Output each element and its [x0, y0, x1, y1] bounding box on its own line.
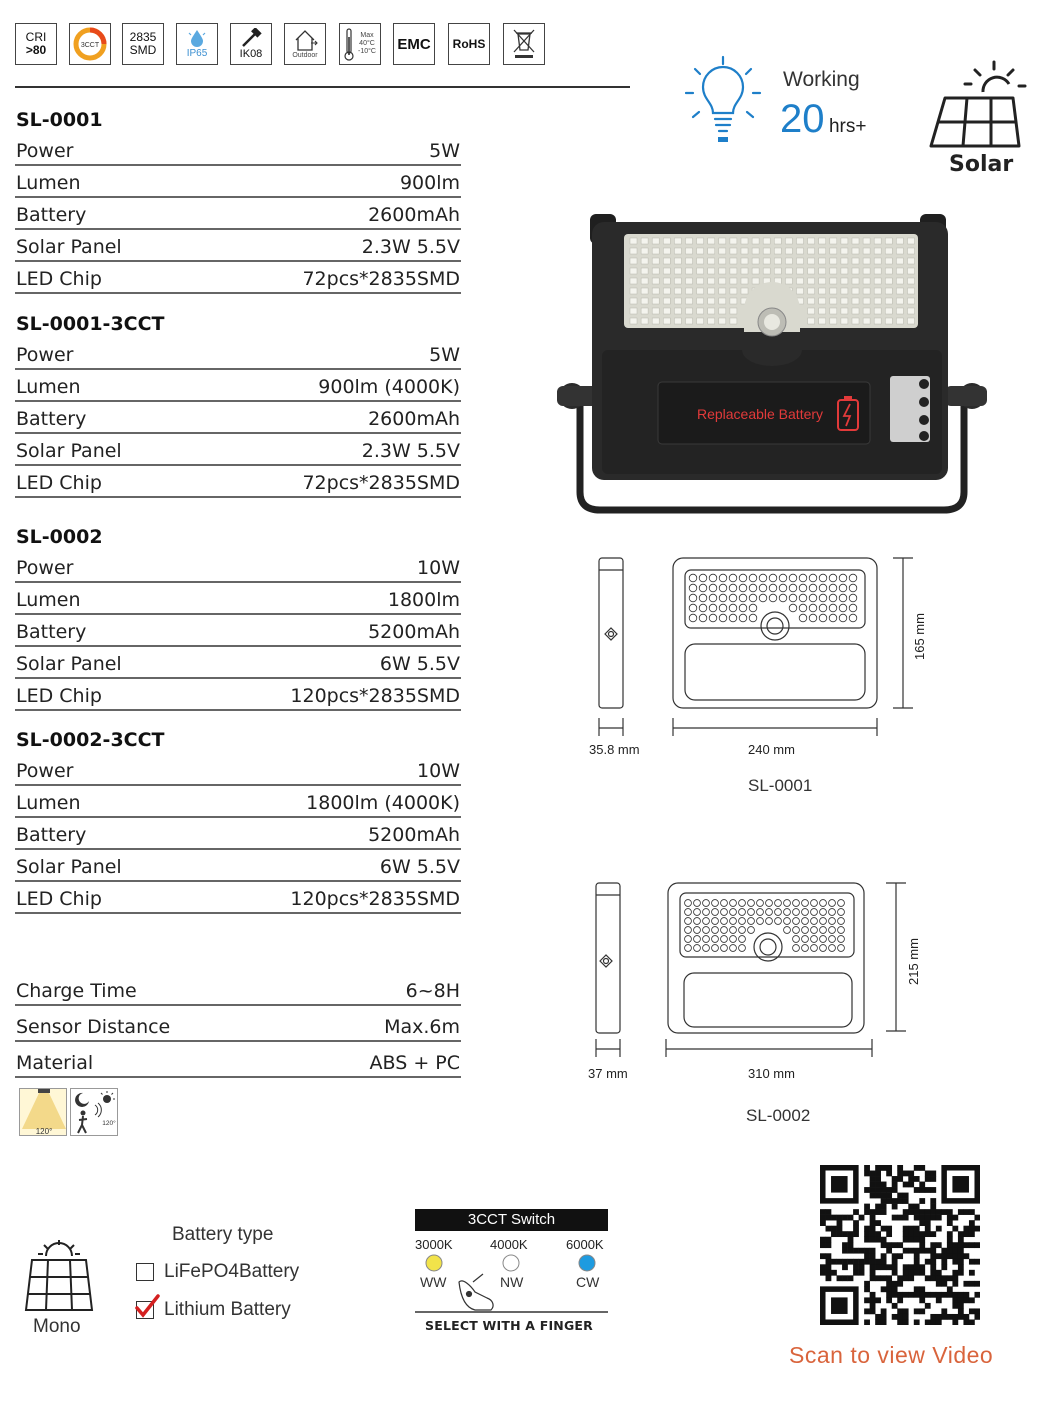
spec-sl-0001-3cct — [15, 310, 461, 498]
motion-sensor-icon — [70, 1088, 118, 1136]
ip65-badge — [176, 23, 218, 65]
rohs-label: RoHS — [452, 36, 486, 51]
spec-row-power: Power 5W — [15, 134, 461, 166]
outdoor-badge — [284, 23, 326, 65]
battery-option-lithium[interactable] — [136, 1299, 291, 1321]
cct-name-cw: CW — [576, 1274, 600, 1290]
depth-dimension: 35.8 mm — [589, 742, 640, 757]
smd-label: SMD — [129, 43, 157, 57]
width-dimension: 310 mm — [748, 1066, 795, 1081]
spec-row-power: Power 10W — [15, 754, 461, 786]
spec-sl-0002 — [15, 523, 461, 711]
spec-title: SL-0002 — [16, 526, 103, 548]
cct-name-ww: WW — [420, 1274, 447, 1290]
spec-row-power: Power 5W — [15, 338, 461, 370]
temp-low: -10°C — [358, 48, 376, 55]
height-dimension: 215 mm — [906, 938, 921, 985]
crossed-bin-icon — [511, 28, 537, 60]
battery-option-label: Lithium Battery — [164, 1299, 291, 1320]
depth-dimension: 37 mm — [588, 1066, 628, 1081]
emc-label: EMC — [397, 35, 431, 53]
spec-row-solar-panel: Solar Panel 6W 5.5V — [15, 850, 461, 882]
cct-name-nw: NW — [500, 1274, 524, 1290]
ip65-label: IP65 — [186, 47, 208, 59]
cool-white-dot[interactable] — [579, 1255, 595, 1271]
spec-sl-0002-3cct — [15, 726, 461, 914]
spec-row-lumen: Lumen 900lm — [15, 166, 461, 198]
temperature-badge — [339, 23, 381, 65]
warm-white-dot[interactable] — [426, 1255, 442, 1271]
temp-max-label: Max — [360, 32, 374, 39]
mono-panel-icon — [22, 1240, 96, 1316]
spec-row-lumen: Lumen 1800lm (4000K) — [15, 786, 461, 818]
house-icon — [292, 28, 318, 52]
beam-angle-icon — [19, 1088, 67, 1136]
lightbulb-icon — [685, 55, 767, 147]
spec-title: SL-0002-3CCT — [16, 729, 165, 751]
spec-row-solar-panel: Solar Panel 6W 5.5V — [15, 647, 461, 679]
working-label: Working — [783, 68, 860, 91]
working-hours — [780, 97, 866, 142]
battery-option-lifepo4[interactable] — [136, 1261, 299, 1283]
spec-sl-0001 — [15, 106, 461, 294]
drawing-sl-0002 — [580, 875, 940, 1075]
cri-badge — [15, 23, 57, 65]
neutral-white-dot[interactable] — [503, 1255, 519, 1271]
water-drop-icon — [187, 29, 207, 47]
spec-row-power: Power 10W — [15, 551, 461, 583]
checkbox-checked[interactable] — [136, 1301, 154, 1319]
spec-row-lumen: Lumen 1800lm — [15, 583, 461, 615]
spec-row-battery: Battery 5200mAh — [15, 615, 461, 647]
cct-kelvin: 3000K — [415, 1237, 453, 1252]
working-hours-number: 20 — [780, 97, 825, 141]
smd-badge — [122, 23, 164, 65]
checkbox-unchecked[interactable] — [136, 1263, 154, 1281]
drawing-model-label: SL-0001 — [748, 776, 813, 795]
cct-kelvin: 6000K — [566, 1237, 604, 1252]
battery-option-label: LiFePO4Battery — [164, 1261, 300, 1282]
working-hours-unit: hrs+ — [828, 116, 867, 137]
temp-high: 40°C — [359, 40, 375, 47]
outdoor-label: Outdoor — [292, 52, 318, 59]
product-photo — [552, 210, 992, 530]
spec-row-solar-panel: Solar Panel 2.3W 5.5V — [15, 434, 461, 466]
ik08-badge — [230, 23, 272, 65]
solar-panel-icon — [925, 58, 1029, 154]
smd-number: 2835 — [129, 30, 157, 44]
spec-row-led-chip: LED Chip 120pcs*2835SMD — [15, 882, 461, 914]
spec-title: SL-0001-3CCT — [16, 313, 165, 335]
svg-text:3CCT: 3CCT — [80, 42, 100, 49]
spec-row-led-chip: LED Chip 72pcs*2835SMD — [15, 262, 461, 294]
3cct-badge — [69, 23, 111, 65]
led-grid — [689, 574, 857, 622]
cri-label: CRI — [25, 30, 47, 44]
width-dimension: 240 mm — [748, 742, 795, 757]
spec-row-led-chip: LED Chip 120pcs*2835SMD — [15, 679, 461, 711]
spec-row-battery: Battery 2600mAh — [15, 402, 461, 434]
qr-code[interactable] — [820, 1165, 980, 1325]
drawing-model-label: SL-0002 — [746, 1106, 811, 1125]
height-dimension: 165 mm — [912, 613, 927, 660]
solar-label: Solar — [949, 152, 1014, 177]
weee-badge — [503, 23, 545, 65]
svg-text:120°: 120° — [35, 1127, 53, 1136]
mono-label: Mono — [33, 1316, 81, 1337]
spec-title: SL-0001 — [16, 109, 103, 131]
checkmark-icon — [134, 1294, 160, 1320]
emc-badge — [393, 23, 435, 65]
cct-kelvin: 4000K — [490, 1237, 528, 1252]
select-instruction: SELECT WITH A FINGER — [425, 1318, 593, 1333]
replaceable-battery-label: Replaceable Battery — [696, 406, 824, 422]
spec-row-battery: Battery 5200mAh — [15, 818, 461, 850]
ik08-label: IK08 — [239, 47, 263, 60]
spec-row-led-chip: LED Chip 72pcs*2835SMD — [15, 466, 461, 498]
spec-row-solar-panel: Solar Panel 2.3W 5.5V — [15, 230, 461, 262]
battery-type-title: Battery type — [172, 1224, 274, 1245]
header-divider — [15, 86, 630, 88]
led-grid — [685, 900, 845, 952]
thermometer-icon — [344, 27, 354, 61]
spec-row-sensor-distance: Sensor Distance Max.6m — [15, 1006, 461, 1042]
3cct-icon — [73, 27, 107, 61]
rohs-badge — [448, 23, 490, 65]
hammer-icon — [239, 28, 263, 48]
cri-value: >80 — [25, 43, 47, 57]
scan-caption: Scan to view Video — [789, 1342, 994, 1368]
spec-row-charge-time: Charge Time 6~8H — [15, 970, 461, 1006]
cct-switch-title: 3CCT Switch — [415, 1209, 608, 1231]
finger-icon — [459, 1274, 493, 1310]
svg-text:120°: 120° — [102, 1120, 116, 1127]
spec-row-battery: Battery 2600mAh — [15, 198, 461, 230]
spec-row-material: Material ABS + PC — [15, 1042, 461, 1078]
spec-common — [15, 970, 461, 1078]
drawing-sl-0001 — [585, 550, 945, 810]
spec-row-lumen: Lumen 900lm (4000K) — [15, 370, 461, 402]
